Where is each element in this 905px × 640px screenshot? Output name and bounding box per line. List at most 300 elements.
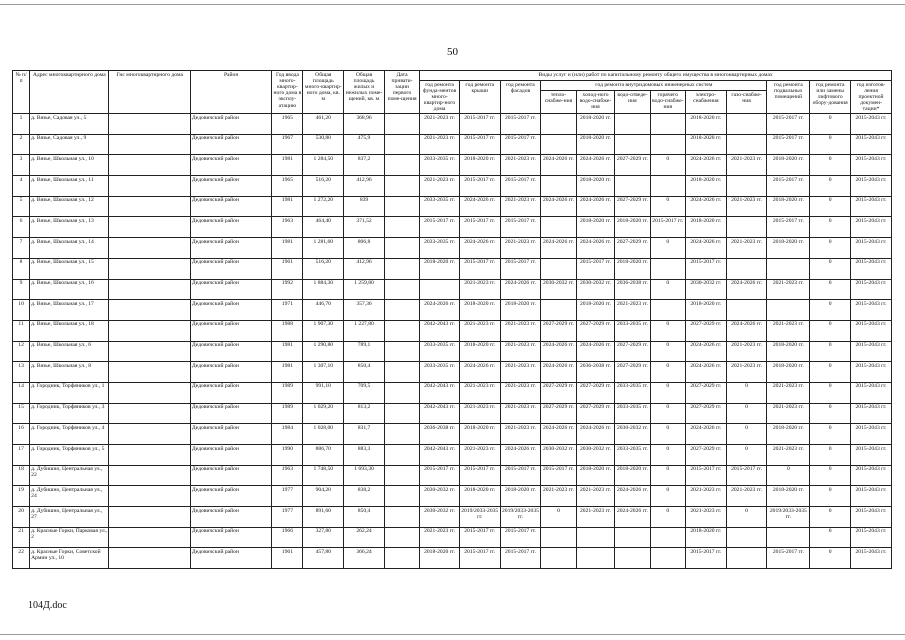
- cell-facade: 2021-2023 гг.: [500, 341, 541, 362]
- cell-year-built: 1989: [272, 382, 303, 403]
- cell-hot-water: 0: [650, 403, 685, 424]
- cell-district: Дедовичский район: [190, 238, 271, 259]
- cell-hot-water: 0: [650, 465, 685, 486]
- cell-heat: [541, 217, 576, 238]
- cell-living-area: 366,24: [344, 548, 385, 569]
- table-row: [13, 486, 892, 507]
- cell-district: Дедовичский район: [190, 382, 271, 403]
- header-gas: газо-снабже-ния: [726, 91, 767, 114]
- table-row: [13, 238, 892, 259]
- cell-foundation: 2018-2020 гг.: [420, 258, 460, 279]
- cell-num: 9: [13, 279, 30, 300]
- table-row: [13, 176, 892, 197]
- cell-electric: 2018-2020 гг.: [685, 300, 726, 321]
- cell-sewer: 2036-2038 гг.: [615, 279, 650, 300]
- cell-total-area: 461,20: [303, 114, 344, 135]
- cell-num: 11: [13, 320, 30, 341]
- cell-design: 2015-2043 гг.: [851, 424, 892, 445]
- table-row: [13, 507, 892, 528]
- cell-living-area: 831,7: [344, 424, 385, 445]
- cell-year-built: 1981: [272, 155, 303, 176]
- cell-district: Дедовичский район: [190, 279, 271, 300]
- cell-roof: 2015-2017 гг.: [459, 114, 500, 135]
- cell-year-built: 1965: [272, 114, 303, 135]
- cell-electric: 2024-2026 гг.: [685, 424, 726, 445]
- cell-num: 2: [13, 134, 30, 155]
- cell-sewer: 2027-2029 гг.: [615, 362, 650, 383]
- cell-gis: [109, 382, 190, 403]
- header-design: год изготов-ления проектной докумен-тации*: [851, 81, 892, 114]
- cell-roof: 2018-2020 гг.: [459, 341, 500, 362]
- cell-hot-water: [650, 134, 685, 155]
- cell-elevator: 0: [810, 114, 851, 135]
- top-rule: [0, 4, 905, 5]
- cell-gas: [726, 114, 767, 135]
- cell-heat: 2030-2032 гг.: [541, 445, 576, 466]
- header-elevator: год ремонта или замены лифтового обору-дования: [810, 81, 851, 114]
- cell-electric: 2018-2020 гг.: [685, 527, 726, 548]
- cell-sewer: 2033-2035 гг.: [615, 445, 650, 466]
- cell-cold-water: 2030-2032 гг.: [576, 445, 615, 466]
- cell-sewer: 2027-2029 гг.: [615, 238, 650, 259]
- cell-total-area: 1 028,00: [303, 424, 344, 445]
- table-row: [13, 403, 892, 424]
- cell-heat: [541, 527, 576, 548]
- cell-privatization: [384, 465, 419, 486]
- cell-cold-water: 2024-2026 гг.: [576, 155, 615, 176]
- cell-gis: [109, 258, 190, 279]
- cell-roof: 2018-2020 гг.: [459, 300, 500, 321]
- cell-total-area: 1 290,80: [303, 341, 344, 362]
- cell-electric: 2018-2020 гг.: [685, 134, 726, 155]
- cell-basement: 2015-2017 гг.: [767, 134, 810, 155]
- cell-district: Дедовичский район: [190, 527, 271, 548]
- cell-foundation: 2015-2017 гг.: [420, 217, 460, 238]
- cell-facade: 2021-2023 гг.: [500, 238, 541, 259]
- cell-privatization: [384, 196, 419, 217]
- cell-address: д. Городник, Торфяников ул., 1: [30, 382, 109, 403]
- cell-num: 17: [13, 445, 30, 466]
- cell-district: Дедовичский район: [190, 155, 271, 176]
- cell-electric: 2015-2017 гг.: [685, 548, 726, 569]
- header-foundation: год ремонта фунда-ментов много-квартир-ного дома: [420, 81, 460, 114]
- cell-design: 2015-2043 гг.: [851, 382, 892, 403]
- cell-address: д. Красные Горки, Парковая ул., 2: [30, 527, 109, 548]
- cell-design: 2015-2043 гг.: [851, 114, 892, 135]
- cell-electric: 2018-2020 гг.: [685, 217, 726, 238]
- cell-cold-water: 2030-2032 гг.: [576, 279, 615, 300]
- cell-electric: 2027-2029 гг.: [685, 445, 726, 466]
- cell-living-area: 839: [344, 196, 385, 217]
- cell-year-built: 1961: [272, 548, 303, 569]
- cell-basement: 2015-2017 гг.: [767, 217, 810, 238]
- cell-num: 21: [13, 527, 30, 548]
- cell-heat: 2027-2029 гг.: [541, 382, 576, 403]
- cell-design: 2015-2043 гг.: [851, 134, 892, 155]
- cell-gas: 0: [726, 382, 767, 403]
- cell-electric: 2018-2020 гг.: [685, 114, 726, 135]
- cell-cold-water: 2018-2020 гг.: [576, 134, 615, 155]
- cell-district: Дедовичский район: [190, 424, 271, 445]
- cell-gas: 0: [726, 403, 767, 424]
- cell-design: 2015-2043 гг.: [851, 548, 892, 569]
- table-row: [13, 382, 892, 403]
- cell-privatization: [384, 362, 419, 383]
- cell-basement: 2021-2023 гг.: [767, 445, 810, 466]
- cell-num: 8: [13, 258, 30, 279]
- cell-district: Дедовичский район: [190, 507, 271, 528]
- cell-year-built: 1988: [272, 320, 303, 341]
- table-row: [13, 320, 892, 341]
- cell-elevator: 0: [810, 507, 851, 528]
- header-sewer: водо-отведе-ния: [615, 91, 650, 114]
- cell-num: 13: [13, 362, 30, 383]
- cell-facade: 2015-2017 гг.: [500, 258, 541, 279]
- table-row: [13, 217, 892, 238]
- cell-design: 2015-2043 гг.: [851, 300, 892, 321]
- cell-gis: [109, 320, 190, 341]
- cell-cold-water: 2024-2026 гг.: [576, 196, 615, 217]
- cell-privatization: [384, 217, 419, 238]
- cell-hot-water: [650, 258, 685, 279]
- header-electric: электро-снабжения: [685, 91, 726, 114]
- cell-design: 2015-2043 гг.: [851, 403, 892, 424]
- cell-num: 15: [13, 403, 30, 424]
- cell-gis: [109, 527, 190, 548]
- cell-privatization: [384, 155, 419, 176]
- cell-heat: 2030-2032 гг.: [541, 279, 576, 300]
- cell-gas: 2021-2023 гг.: [726, 155, 767, 176]
- cell-gas: 2021-2023 гг.: [726, 341, 767, 362]
- cell-design: 2015-2043 гг.: [851, 507, 892, 528]
- header-cold-water: холод-ного водо-снабже-ния: [576, 91, 615, 114]
- cell-address: д. Городник, Торфяников ул., 5: [30, 445, 109, 466]
- cell-total-area: 446,70: [303, 300, 344, 321]
- cell-address: д. Дубишно, Центральная ул., 24: [30, 486, 109, 507]
- cell-total-area: 1 029,20: [303, 403, 344, 424]
- cell-foundation: 2021-2023 гг.: [420, 114, 460, 135]
- cell-address: д. Вязье, Школьная ул., 8: [30, 362, 109, 383]
- cell-living-area: 837,2: [344, 155, 385, 176]
- cell-design: 2015-2043 гг.: [851, 341, 892, 362]
- cell-gis: [109, 196, 190, 217]
- header-address: Адрес многоквартирного дома: [30, 71, 109, 114]
- cell-facade: 2021-2023 гг.: [500, 403, 541, 424]
- cell-address: д. Городник, Торфяников ул., 4: [30, 424, 109, 445]
- table-row: [13, 548, 892, 569]
- cell-district: Дедовичский район: [190, 320, 271, 341]
- cell-num: 16: [13, 424, 30, 445]
- cell-living-area: 371,52: [344, 217, 385, 238]
- cell-total-area: 464,40: [303, 217, 344, 238]
- cell-roof: 2019/2033-2035 гг.: [459, 507, 500, 528]
- cell-foundation: 2042-2043 гг.: [420, 403, 460, 424]
- cell-basement: 2015-2017 гг.: [767, 176, 810, 197]
- cell-gis: [109, 548, 190, 569]
- cell-cold-water: 2021-2023 гг.: [576, 507, 615, 528]
- cell-heat: 2021-2023 гг.: [541, 486, 576, 507]
- cell-electric: 2021-2023 гг.: [685, 486, 726, 507]
- cell-gis: [109, 176, 190, 197]
- cell-foundation: 2021-2023 гг.: [420, 176, 460, 197]
- cell-district: Дедовичский район: [190, 217, 271, 238]
- cell-privatization: [384, 300, 419, 321]
- cell-roof: 2021-2023 гг.: [459, 403, 500, 424]
- cell-privatization: [384, 176, 419, 197]
- cell-basement: [767, 527, 810, 548]
- cell-address: д. Городник, Торфяников ул., 3: [30, 403, 109, 424]
- cell-total-area: 1 748,50: [303, 465, 344, 486]
- cell-num: 5: [13, 196, 30, 217]
- cell-sewer: 2027-2029 гг.: [615, 155, 650, 176]
- cell-sewer: 2027-2029 гг.: [615, 341, 650, 362]
- header-hot-water: горячего водо-снабже-ния: [650, 91, 685, 114]
- cell-gas: 0: [726, 445, 767, 466]
- cell-gis: [109, 403, 190, 424]
- cell-foundation: 2030-2032 гг.: [420, 486, 460, 507]
- cell-foundation: 2024-2026 гг.: [420, 300, 460, 321]
- cell-address: д. Вязье, Школьная ул., 13: [30, 217, 109, 238]
- table-row: [13, 134, 892, 155]
- cell-district: Дедовичский район: [190, 176, 271, 197]
- cell-facade: 2021-2023 гг.: [500, 320, 541, 341]
- cell-total-area: 1 307,10: [303, 362, 344, 383]
- cell-living-area: 412,96: [344, 176, 385, 197]
- cell-gis: [109, 507, 190, 528]
- cell-num: 1: [13, 114, 30, 135]
- cell-design: 2015-2043 гг.: [851, 238, 892, 259]
- cell-electric: 2024-2026 гг.: [685, 238, 726, 259]
- cell-basement: 2018-2020 гг.: [767, 486, 810, 507]
- cell-gas: 2021-2023 гг.: [726, 238, 767, 259]
- cell-district: Дедовичский район: [190, 486, 271, 507]
- cell-basement: [767, 300, 810, 321]
- cell-elevator: 0: [810, 155, 851, 176]
- header-living-area: Общая площадь жилых и нежилых поме-щений, кв. м: [344, 71, 385, 114]
- cell-heat: [541, 134, 576, 155]
- table-row: [13, 424, 892, 445]
- cell-gas: [726, 548, 767, 569]
- cell-year-built: 1977: [272, 507, 303, 528]
- cell-hot-water: 0: [650, 382, 685, 403]
- cell-roof: 2018-2020 гг.: [459, 155, 500, 176]
- cell-elevator: 0: [810, 382, 851, 403]
- cell-electric: 2027-2029 гг.: [685, 403, 726, 424]
- cell-sewer: 2033-2035 гг.: [615, 320, 650, 341]
- cell-sewer: 2027-2029 гг.: [615, 196, 650, 217]
- cell-year-built: 1965: [272, 176, 303, 197]
- page-number: 50: [447, 46, 458, 58]
- cell-num: 3: [13, 155, 30, 176]
- cell-gis: [109, 300, 190, 321]
- cell-living-area: 789,1: [344, 341, 385, 362]
- cell-living-area: 368,96: [344, 114, 385, 135]
- cell-basement: 2018-2020 гг.: [767, 238, 810, 259]
- cell-address: д. Вязье, Садовая ул., 9: [30, 134, 109, 155]
- cell-roof: 2021-2023 гг.: [459, 320, 500, 341]
- cell-total-area: 457,80: [303, 548, 344, 569]
- cell-design: 2015-2043 гг.: [851, 320, 892, 341]
- header-roof: год ремонта крыши: [459, 81, 500, 114]
- cell-hot-water: 2015-2017 гг.: [650, 217, 685, 238]
- cell-design: 2015-2043 гг.: [851, 362, 892, 383]
- cell-basement: 0: [767, 465, 810, 486]
- cell-sewer: 2018-2020 гг.: [615, 217, 650, 238]
- cell-privatization: [384, 279, 419, 300]
- cell-cold-water: [576, 548, 615, 569]
- cell-basement: 2018-2020 гг.: [767, 155, 810, 176]
- cell-num: 6: [13, 217, 30, 238]
- cell-basement: 2018-2020 гг.: [767, 196, 810, 217]
- cell-total-area: 891,60: [303, 507, 344, 528]
- cell-hot-water: 0: [650, 445, 685, 466]
- cell-elevator: 0: [810, 548, 851, 569]
- cell-year-built: 1992: [272, 279, 303, 300]
- cell-roof: 2021-2023 гг.: [459, 445, 500, 466]
- cell-facade: 2024-2026 гг.: [500, 279, 541, 300]
- table-row: [13, 300, 892, 321]
- cell-facade: 2015-2017 гг.: [500, 134, 541, 155]
- cell-living-area: 412,96: [344, 258, 385, 279]
- cell-design: 2015-2043 гг.: [851, 258, 892, 279]
- cell-num: 22: [13, 548, 30, 569]
- cell-elevator: 0: [810, 424, 851, 445]
- cell-gas: [726, 300, 767, 321]
- cell-num: 14: [13, 382, 30, 403]
- cell-foundation: 2021-2023 гг.: [420, 527, 460, 548]
- cell-design: 2015-2043 гг.: [851, 527, 892, 548]
- cell-heat: 2027-2029 гг.: [541, 320, 576, 341]
- cell-gis: [109, 445, 190, 466]
- cell-total-area: 1 907,30: [303, 320, 344, 341]
- cell-address: д. Вязье, Садовая ул., 5: [30, 114, 109, 135]
- cell-living-area: 262,24: [344, 527, 385, 548]
- cell-basement: 2015-2017 гг.: [767, 548, 810, 569]
- cell-basement: 2015-2017 гг.: [767, 114, 810, 135]
- cell-year-built: 1963: [272, 217, 303, 238]
- cell-heat: 2024-2026 гг.: [541, 424, 576, 445]
- cell-cold-water: 2018-2020 гг.: [576, 217, 615, 238]
- cell-hot-water: [650, 548, 685, 569]
- cell-hot-water: 0: [650, 362, 685, 383]
- cell-elevator: 0: [810, 134, 851, 155]
- cell-cold-water: 2024-2026 гг.: [576, 341, 615, 362]
- header-district: Район: [190, 71, 271, 114]
- cell-hot-water: [650, 300, 685, 321]
- cell-gis: [109, 341, 190, 362]
- cell-num: 7: [13, 238, 30, 259]
- cell-year-built: 1984: [272, 424, 303, 445]
- header-gis: Гис многоквартирного дома: [109, 71, 190, 114]
- cell-basement: 2018-2020 гг.: [767, 341, 810, 362]
- cell-gis: [109, 486, 190, 507]
- header-total-area: Общая площадь много-квартир-ного дома, кв. м: [303, 71, 344, 114]
- cell-facade: 2021-2023 гг.: [500, 155, 541, 176]
- cell-design: 2015-2043 гг.: [851, 486, 892, 507]
- cell-district: Дедовичский район: [190, 114, 271, 135]
- cell-sewer: [615, 527, 650, 548]
- cell-district: Дедовичский район: [190, 548, 271, 569]
- cell-total-area: 904,20: [303, 486, 344, 507]
- cell-roof: 2015-2017 гг.: [459, 527, 500, 548]
- cell-electric: 2015-2017 гг.: [685, 258, 726, 279]
- cell-gis: [109, 155, 190, 176]
- cell-facade: 2015-2017 гг.: [500, 548, 541, 569]
- cell-sewer: 2030-2032 гг.: [615, 424, 650, 445]
- cell-address: д. Дубишно, Центральная ул., 22: [30, 465, 109, 486]
- cell-gis: [109, 114, 190, 135]
- cell-total-area: 516,20: [303, 258, 344, 279]
- cell-district: Дедовичский район: [190, 258, 271, 279]
- cell-heat: 2015-2017 гг.: [541, 465, 576, 486]
- cell-address: д. Вязье, Школьная ул., 14: [30, 238, 109, 259]
- cell-year-built: 1981: [272, 362, 303, 383]
- cell-foundation: 2033-2035 гг.: [420, 238, 460, 259]
- cell-district: Дедовичский район: [190, 465, 271, 486]
- cell-num: 4: [13, 176, 30, 197]
- cell-roof: 2018-2020 гг.: [459, 486, 500, 507]
- cell-total-area: 1 281,60: [303, 238, 344, 259]
- cell-privatization: [384, 403, 419, 424]
- cell-gas: 2024-2026 гг.: [726, 279, 767, 300]
- cell-district: Дедовичский район: [190, 300, 271, 321]
- cell-gas: 2021-2023 гг.: [726, 362, 767, 383]
- cell-roof: 2015-2017 гг.: [459, 176, 500, 197]
- table-row: [13, 362, 892, 383]
- cell-hot-water: 0: [650, 320, 685, 341]
- cell-basement: [767, 258, 810, 279]
- cell-sewer: [615, 114, 650, 135]
- cell-elevator: 0: [810, 527, 851, 548]
- cell-heat: [541, 548, 576, 569]
- cell-hot-water: [650, 114, 685, 135]
- cell-privatization: [384, 486, 419, 507]
- cell-gas: [726, 527, 767, 548]
- cell-electric: 2027-2029 гг.: [685, 382, 726, 403]
- cell-address: д. Вязье, Школьная ул., 6: [30, 341, 109, 362]
- cell-living-area: 838,2: [344, 486, 385, 507]
- cell-gas: 2024-2026 гг.: [726, 320, 767, 341]
- cell-cold-water: 2021-2023 гг.: [576, 486, 615, 507]
- cell-total-area: 1 284,50: [303, 155, 344, 176]
- cell-year-built: 1981: [272, 196, 303, 217]
- cell-sewer: [615, 176, 650, 197]
- header-heat: тепло-снабже-ния: [541, 91, 576, 114]
- cell-gas: 2021-2023 гг.: [726, 486, 767, 507]
- cell-gas: [726, 258, 767, 279]
- cell-living-area: 1 227,80: [344, 320, 385, 341]
- cell-privatization: [384, 238, 419, 259]
- table-row: [13, 527, 892, 548]
- cell-address: д. Дубишно, Центральная ул., 27: [30, 507, 109, 528]
- cell-design: 2015-2043 гг.: [851, 279, 892, 300]
- cell-privatization: [384, 527, 419, 548]
- cell-living-area: 709,5: [344, 382, 385, 403]
- cell-hot-water: 0: [650, 238, 685, 259]
- cell-gas: [726, 134, 767, 155]
- bottom-rule: [0, 634, 905, 635]
- cell-foundation: [420, 279, 460, 300]
- cell-roof: 2015-2017 гг.: [459, 465, 500, 486]
- cell-heat: 2024-2026 гг.: [541, 362, 576, 383]
- cell-foundation: 2042-2043 гг.: [420, 445, 460, 466]
- cell-roof: 2024-2026 гг.: [459, 196, 500, 217]
- cell-address: д. Красные Горки, Советской Армии ул., 10: [30, 548, 109, 569]
- header-facade: год ремонта фасадов: [500, 81, 541, 114]
- cell-living-area: 357,36: [344, 300, 385, 321]
- cell-elevator: 0: [810, 279, 851, 300]
- cell-privatization: [384, 424, 419, 445]
